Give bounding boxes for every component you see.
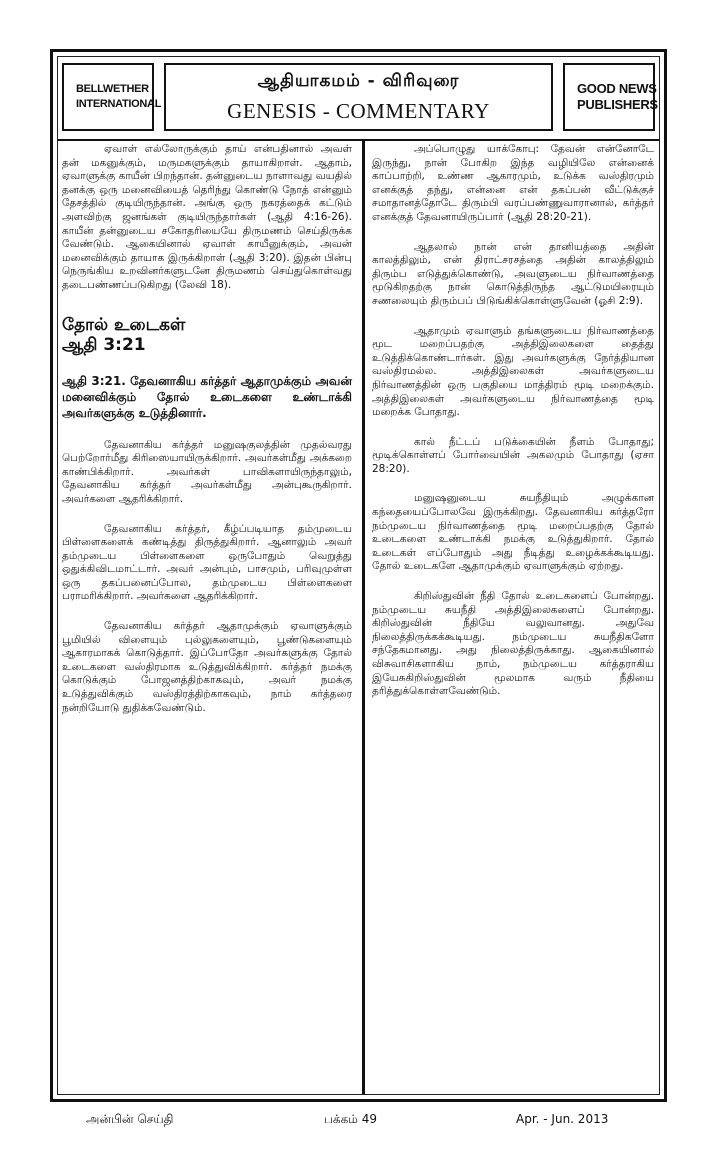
verse-text: ஆதி 3:21. தேவனாகிய கர்த்தர் ஆதாமுக்கும் அவன் மனைவிக்கும் தோல் உடைகளை உண்டாக்கி அவர்களுக்கு உடுத்தினார். [62,373,352,420]
title-box [164,63,553,131]
title-tamil: ஆதியாகமம் - விரிவுரை [257,71,460,91]
right-paragraph-6: கிறிஸ்துவின் நீதி தோல் உடைகளைப் போன்றது. நம்முடைய சுயநீதி அத்திஇலைகளைப் போன்றது. கிறிஸ்துவின் நீதியே வலுவானது. அதுவே நிலைத்திருக்கக்கூடியது. நம்முடைய சுயநீதிகளோ சந்தேகமானது. அது நிலைத்திருக்காது. ஆகையினால் விசுவாசிகளாகிய நாம், நம்முடைய கர்த்தராகிய இயேசுகிறிஸ்துவின் மூலமாக வரும் நீதியை தரித்துக்கொள்ளவேண்டும். [372,590,654,698]
right-paragraph-2: ஆதலால் நான் என் தானியத்தை அதின் காலத்திலும், என் திராட்சரசத்தை அதின் காலத்திலும் திரும்ப எடுத்துக்கொண்டு, அவளுடைய நிர்வாணத்தை மூடுகிறதற்கு நான் கொடுத்திருந்த ஆட்டுமயிரையும் சணலையும் திரும்பப் பிடுங்கிக்கொள்ளுவேன் (ஓசி 2:9). [372,240,654,307]
left-logo-line-2: INTERNATIONAL [76,98,162,110]
good-news-logo [563,63,658,131]
left-paragraph-2: தேவனாகிய கர்த்தர், கீழ்ப்படியாத தம்முடைய பிள்ளைகளைக் கண்டித்து திருத்துகிறார். ஆனாலும் அவர் தம்முடைய பிள்ளைகளை ஒருபோதும் வெறுத்து ஒதுக்கிவிடமாட்டார். அவர் அன்பும், பாசமும், பரிவுமுள்ள ஒரு தகப்பனைப்போல, தம்முடைய பிள்ளைகளை பராமரிக்கிறார். அவர்களை ஆதரிக்கிறார். [62,522,352,603]
left-intro-paragraph: ஏவாள் எல்லோருக்கும் தாய் என்பதினால் அவள் தன் மகனுக்கும், மருமகளுக்கும் தாயாகிறாள். ஆதாம், ஏவாளுக்கு காயீன் பிறந்தான். தன்னுடைய நாளாவது வயதில் தனக்கு ஒரு மனைவியைத் தெரிந்து கொண்டு நோத் என்னும் தேசத்தில் குடியிருந்தான். அங்கு ஒரு நகரத்தைக் கட்டும் அளவிற்கு ஜனங்கள் குடியிருந்தார்கள் (ஆதி 4:16-26). காயீன் தன்னுடைய சகோதரியையே திருமணம் செய்திருக்க வேண்டும். ஆகையினால் ஏவாள் காயீனுக்கும், அவன் மனைவிக்கும் தாயாக இருக்கிறாள் (ஆதி 3:20). இதன் பின்பு நெருங்கிய உறவினர்களுடனே திருமணம் செய்துகொள்வது தடைபண்ணப்படுகிறது (லேவி 18). [62,143,352,291]
left-paragraph-3: தேவனாகிய கர்த்தர் ஆதாமுக்கும் ஏவாளுக்கும் பூமியில் விளையும் புல்லுகளையும், பூண்டுகளையும் ஆகாரமாகக் கொடுத்தார். இப்போதோ அவர்களுக்கு தோல் உடைகளை வஸ்திரமாக உடுத்துவிக்கிறார். கர்த்தர் நமக்கு கொடுக்கும் போஜனத்திற்காகவும், அவர் நமக்கு உடுத்துவிக்கும் வஸ்திரத்திற்காகவும், நாம் கர்த்தரை நன்றியோடு துதிக்கவேண்டும். [62,620,352,714]
bellwether-logo [62,63,162,131]
title-english: GENESIS - COMMENTARY [227,99,490,123]
right-logo-line-1: GOOD NEWS [577,81,657,96]
section-heading-reference: ஆதி 3:21 [62,334,146,355]
right-paragraph-1: அப்பொழுது யாக்கோபு: தேவன் என்னோடே இருந்து, நான் போகிற இந்த வழியிலே என்னைக் காப்பாற்றி, உண்ண ஆகாரமும், உடுக்க வஸ்திரமும் எனக்குத் தந்து, என்னை என் தகப்பன் வீட்டுக்குச் சமாதானத்தோடே திரும்பி வரப்பண்ணுவாரானால், கர்த்தர் எனக்குத் தேவனாயிருப்பார் (ஆதி 28:20-21). [372,143,654,223]
left-paragraph-1: தேவனாகிய கர்த்தர் மனுஷகுலத்தின் முதல்வரது பெற்றோர்மீது கிரிஸையாயிருக்கிறார். அவர்கள்மீது அக்கறை காண்பிக்கிறார். அவர்கள் பாவிகளாயிருந்தாலும், தேவனாகிய கர்த்தர் அவர்கள்மீது அன்புகூருகிறார். அவர்களை ஆதரிக்கிறார். [62,438,352,505]
footer-magazine-name: அன்பின் செய்தி [86,1112,174,1126]
right-logo-line-2: PUBLISHERS [577,97,658,112]
page-header [58,57,659,141]
page-frame [50,49,667,1102]
column-divider [362,139,365,1094]
section-heading-title: தோல் உடைகள் [62,314,186,335]
left-column [62,143,358,1088]
footer-page-number: பக்கம் 49 [324,1112,378,1126]
page-border [57,56,660,1095]
right-paragraph-3: ஆதாமும் ஏவாளும் தங்களுடைய நிர்வாணத்தை மூட மறைப்பதற்கு அத்திஇலைகளை தைத்து உடுத்திக்கொண்டார்கள். இது அவர்களுக்கு நேர்த்தியான வஸ்திரமல்ல. அத்திஇலைகள் அவர்களுடைய நிர்வாணத்தின் ஒரு பகுதியை மாத்திரம் மூடி மறைக்கும். அத்திஇலைகள் அவர்களுடைய நிர்வாணத்தை மூடி மறைக்க போதாது. [372,324,654,419]
footer-issue-date: Apr. - Jun. 2013 [516,1112,609,1126]
section-heading [62,315,352,355]
right-paragraph-4: கால் நீட்டப் படுக்கையின் நீளம் போதாது; மூடிக்கொள்ளப் போர்வையின் அகலமும் போதாது (ஏசா 28:20). [372,435,654,475]
left-logo-line-1: BELLWETHER [76,83,149,95]
page-footer [0,1108,718,1132]
right-paragraph-5: மனுஷனுடைய சுயநீதியும் அழுக்கான கந்தையைப்போலவே இருக்கிறது. தேவனாகிய கர்த்தரோ நம்முடைய நிர்வாணத்தை மூடி மறைப்பதற்கு தோல் உடைகளை உண்டாக்கி நமக்கு உடுத்துகிறார். தோல் உடைகள் எப்போதும் அது நீடித்து உழைக்கக்கூடியது. தோல் உடைகளே ஆதாமுக்கும் ஏவாளுக்கும் ஏற்றது. [372,492,654,573]
right-column [372,143,654,1088]
